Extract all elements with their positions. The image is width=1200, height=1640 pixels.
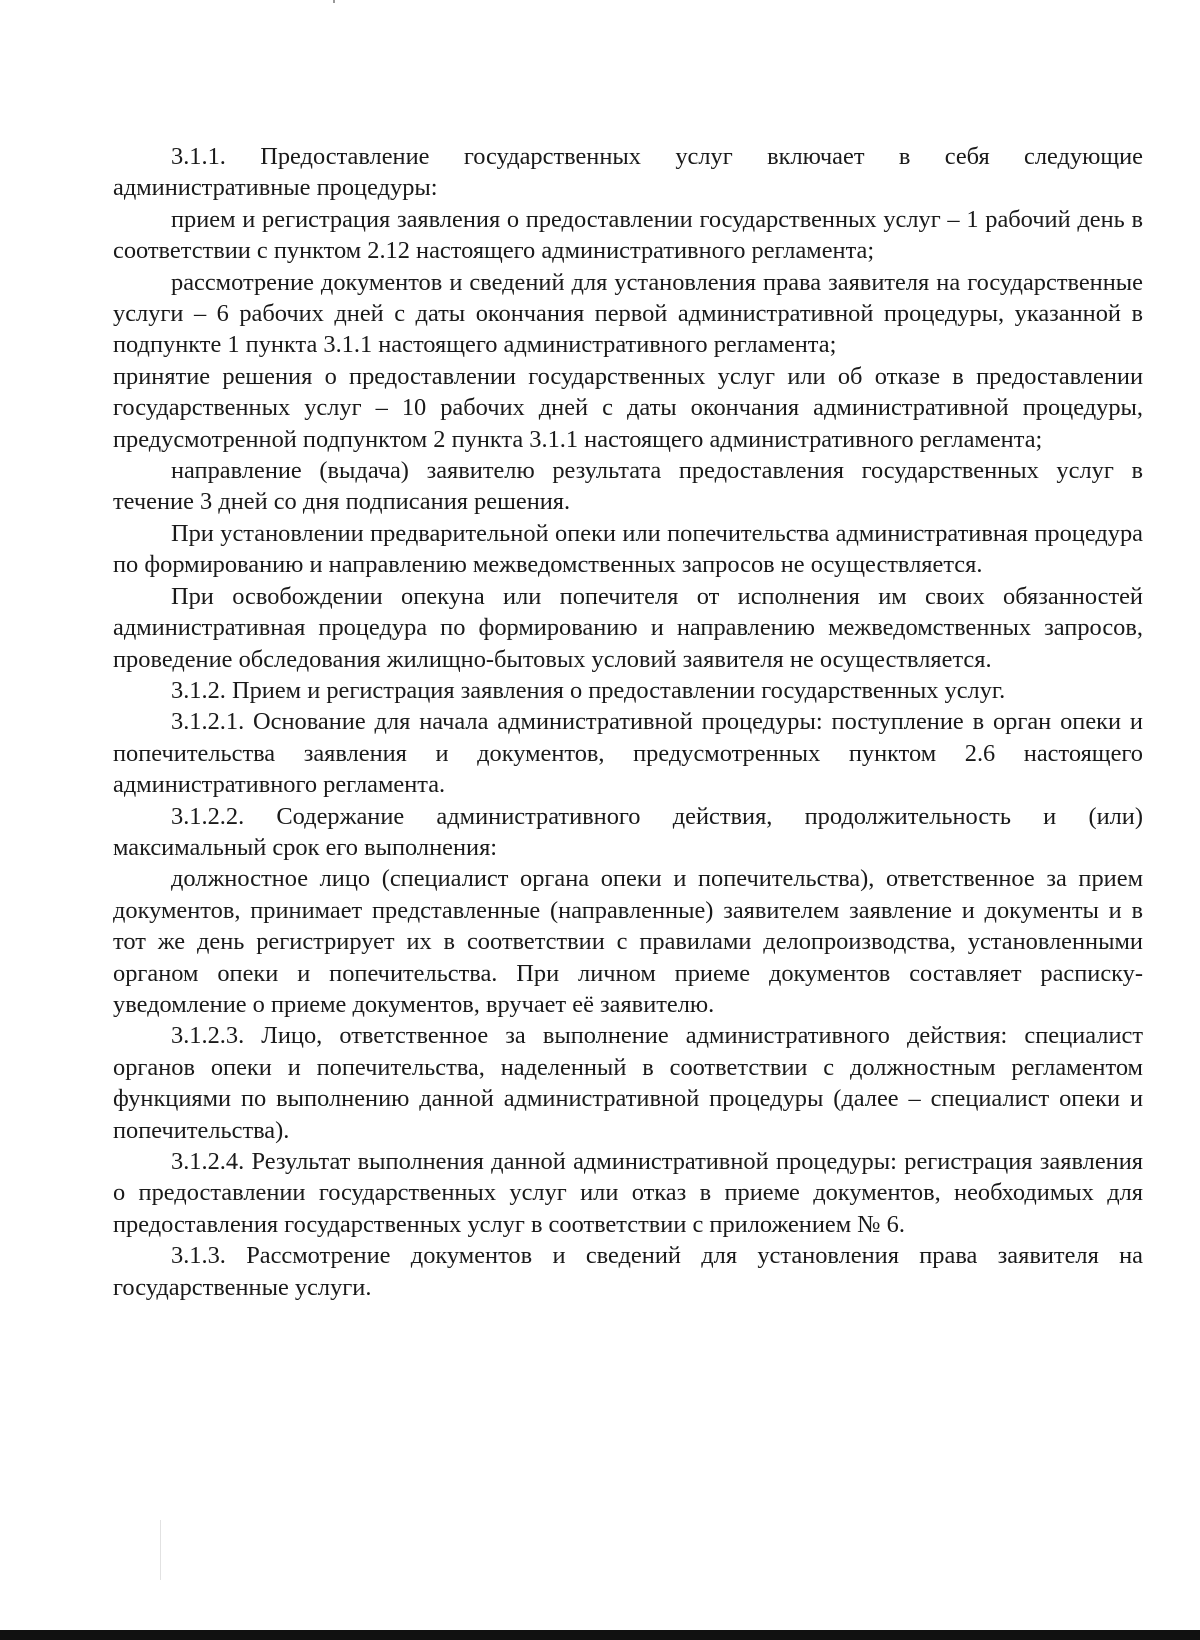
scan-artifact-top: [333, 0, 335, 3]
paragraph-3-1-3: 3.1.3. Рассмотрение документов и сведений для установления права заявителя на государственные услуги.: [113, 1242, 1143, 1301]
paragraph-3-1-2-2: 3.1.2.2. Содержание административного действия, продолжительность и (или) максимальный срок его выполнения:: [113, 802, 1143, 861]
paragraph-guardian-release: При освобождении опекуна или попечителя от исполнения им своих обязанностей административная процедура по формированию и направлению межведомственных запросов, проведение обследования жилищно-бытовых условий заявителя не осуществляется.: [113, 582, 1143, 673]
paragraph-procedure-reception: прием и регистрация заявления о предоставлении государственных услуг – 1 рабочий день в соответствии с пунктом 2.12 настоящего административного регламента;: [113, 205, 1143, 265]
paragraph-3-1-2-3: 3.1.2.3. Лицо, ответственное за выполнение административного действия: специалист органов опеки и попечительства, наделенный в соответствии с должностным регламентом функциями по выполнению данной административной процедуры (далее – специалист опеки и попечительства).: [113, 1022, 1143, 1144]
paragraph-3-1-1: 3.1.1. Предоставление государственных услуг включает в себя следующие административные процедуры:: [113, 143, 1143, 202]
document-body: [113, 141, 1143, 1303]
paragraph-3-1-2: 3.1.2. Прием и регистрация заявления о предоставлении государственных услуг.: [171, 676, 1006, 704]
paragraph-preliminary-guardianship: При установлении предварительной опеки или попечительства административная процедура по формированию и направлению межведомственных запросов не осуществляется.: [113, 519, 1143, 579]
scan-bottom-border: [0, 1630, 1200, 1640]
paragraph-procedure-issuance: направление (выдача) заявителю результата предоставления государственных услуг в течение 3 дней со дня подписания решения.: [113, 457, 1143, 516]
paragraph-procedure-decision: принятие решения о предоставлении государственных услуг или об отказе в предоставлении государственных услуг – 10 рабочих дней с даты окончания административной процедуры, предусмотренной подпунктом 2 пункта 3.1.1 настоящего административного регламента;: [113, 362, 1143, 453]
scan-artifact-left: [160, 1520, 161, 1580]
paragraph-3-1-2-4: 3.1.2.4. Результат выполнения данной административной процедуры: регистрация заявления о предоставлении государственных услуг или отказ в приеме документов, необходимых для предоставления государственных услуг в соответствии с приложением № 6.: [113, 1148, 1143, 1238]
paragraph-procedure-review: рассмотрение документов и сведений для установления права заявителя на государственные услуги – 6 рабочих дней с даты окончания первой административной процедуры, указанной в подпункте 1 пункта 3.1.1 настоящего административного регламента;: [113, 268, 1143, 359]
paragraph-3-1-2-1: 3.1.2.1. Основание для начала административной процедуры: поступление в орган опеки и попечительства заявления и документов, предусмотренных пунктом 2.6 настоящего административного регламента.: [113, 708, 1143, 799]
paragraph-official-duties: должностное лицо (специалист органа опеки и попечительства), ответственное за прием документов, принимает представленные (направленные) заявителем заявление и документы и в тот же день регистрирует их в соответствии с правилами делопроизводства, установленными органом опеки и попечительства. При личном приеме документов составляет расписку-уведомление о приеме документов, вручает её заявителю.: [113, 865, 1143, 1018]
